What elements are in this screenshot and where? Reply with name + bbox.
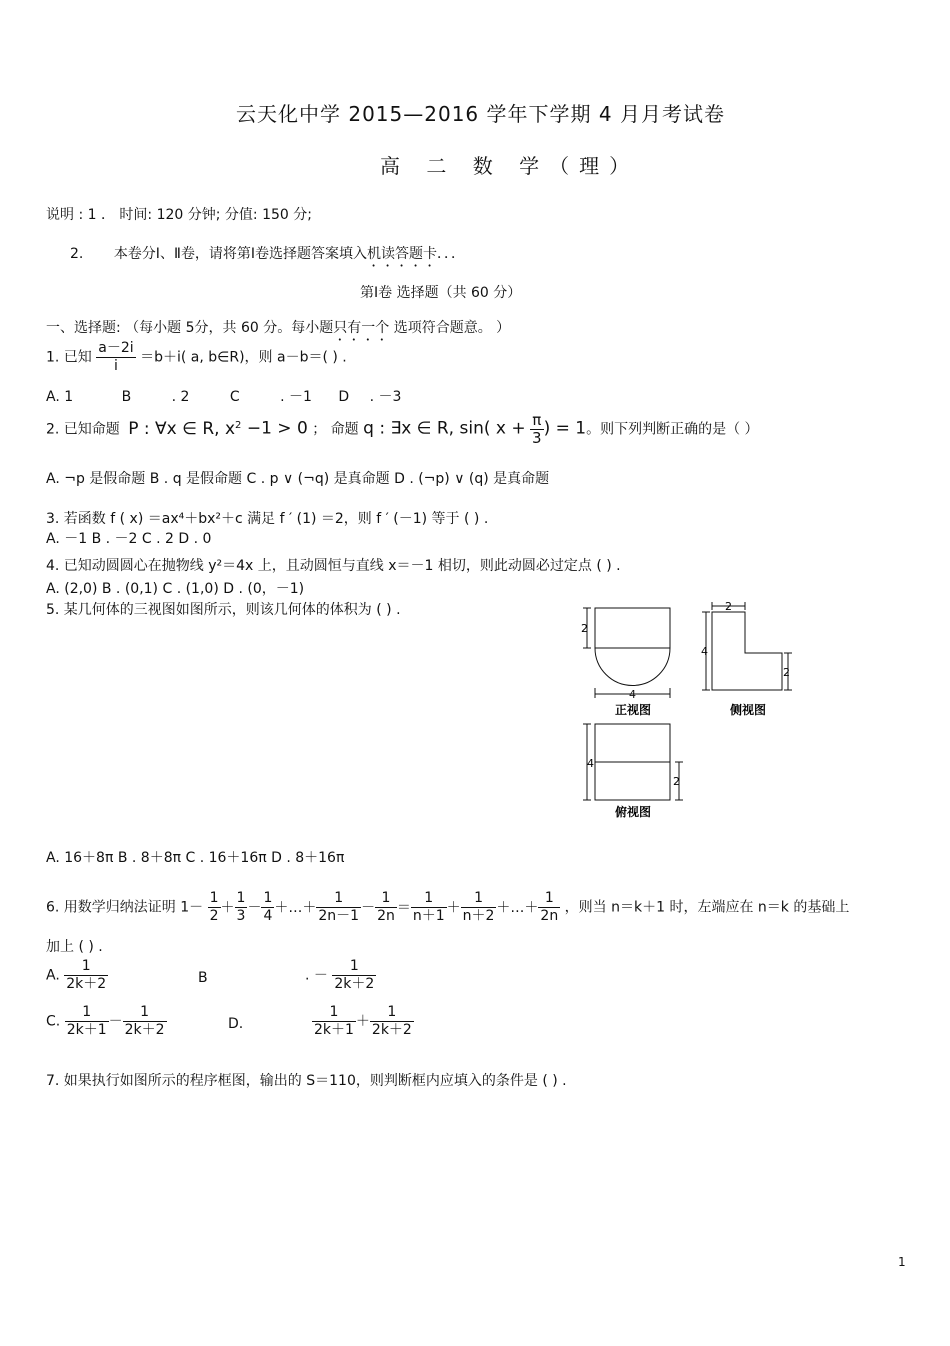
q4-options: A. (2,0) B . (0,1) C . (1,0) D . (0，－1) <box>46 581 305 597</box>
q6-opt-d-frac-2 <box>370 1004 414 1039</box>
q6-series <box>208 890 561 924</box>
q6-opt-d-num-1: 1 <box>312 1004 356 1022</box>
q6-term-denominator: 2n <box>540 908 559 924</box>
q6-opt-b-frac <box>332 958 376 993</box>
q6-term-numerator: 1 <box>461 890 497 908</box>
side-dim-height: 4 <box>701 645 708 658</box>
top-dim-step: 2 <box>673 775 680 788</box>
question-7: 7. 如果执行如图所示的程序框图，输出的 S＝110，则判断框内应填入的条件是 ( ) . <box>46 1073 567 1089</box>
q6-option-b <box>305 958 376 993</box>
q6-opt-d-den-2: 2k＋2 <box>371 1022 412 1038</box>
q6-suffix: ，则当 n＝k＋1 时，左端应在 n＝k 的基础上 <box>564 899 850 916</box>
note-line-1: 说明 : 1 ． 时间: 120 分钟; 分值: 150 分; <box>46 207 312 223</box>
question-5: 5. 某几何体的三视图如图所示，则该几何体的体积为 ( ) . <box>46 602 401 618</box>
q6-term-fraction <box>261 890 274 925</box>
top-view <box>583 724 683 800</box>
q6-opt-c-op: － <box>108 1013 123 1030</box>
q6-opt-c-frac-2 <box>123 1004 167 1039</box>
q2-prefix: 2. 已知命题 <box>46 421 120 438</box>
q1-option-b-value: . 2 <box>171 389 190 405</box>
top-dim-height: 4 <box>587 757 594 770</box>
q2-mid: ； 命题 <box>312 421 359 438</box>
q6-term-numerator: 1 <box>538 890 560 908</box>
q6-term-denominator: 4 <box>263 908 273 924</box>
q6-opt-c-label: C. <box>46 1013 61 1030</box>
exam-title: 云天化中学 2015—2016 学年下学期 4 月月考试卷 <box>236 102 725 126</box>
q1-option-d-value: . －3 <box>369 389 402 405</box>
q1-prefix: 1. 已知 <box>46 349 92 366</box>
q6-term-operator: － <box>361 899 376 916</box>
q6-term-fraction <box>538 890 560 925</box>
note-line-2-text: 本卷分Ⅰ、Ⅱ卷，请将第Ⅰ卷选择题答案填入 <box>113 246 367 262</box>
side-dim-width: 2 <box>725 600 732 613</box>
page-number: 1 <box>898 1255 906 1269</box>
q6-opt-a-num: 1 <box>64 958 108 976</box>
question-6 <box>46 890 849 925</box>
q6-opt-b-mid: . － <box>305 967 328 984</box>
q3-options: A. －1 B . －2 C . 2 D . 0 <box>46 531 212 547</box>
q6-term-numerator: 1 <box>236 890 246 906</box>
q6-opt-c-den-1: 2k＋1 <box>66 1022 107 1038</box>
note-line-2-dots: ．．． <box>436 246 465 262</box>
q6-term-fraction <box>375 890 397 925</box>
q5-options: A. 16＋8π B . 8＋8π C . 16＋16π D . 8＋16π <box>46 850 345 866</box>
q1-suffix: ＝b＋i( a, b∈R)，则 a－b＝( ) . <box>140 349 347 366</box>
top-view-label: 俯视图 <box>615 805 652 819</box>
q1-option-b-label: B <box>121 389 132 405</box>
q6-term-numerator: 1 <box>209 890 219 906</box>
q2-options: A. ¬p 是假命题 B . q 是假命题 C . p ∨ (¬q) 是真命题 D . (¬p) ∨ (q) 是真命题 <box>46 471 550 487</box>
side-view-label: 侧视图 <box>730 703 767 717</box>
q1-option-d-label: D <box>338 389 350 405</box>
section-intro-b: 选项符合题意。 ） <box>389 320 511 336</box>
front-view <box>583 608 670 698</box>
q6-opt-b-num: 1 <box>332 958 376 976</box>
q6-opt-c-frac-1 <box>65 1004 109 1039</box>
q2-frac-den: 3 <box>532 429 542 447</box>
q6-option-d <box>312 1004 414 1039</box>
question-4: 4. 已知动圆圆心在抛物线 y²＝4x 上，且动圆恒与直线 x＝－1 相切，则此动圆必过定点 ( ) . <box>46 558 621 574</box>
q6-term-numerator: 1 <box>375 890 397 908</box>
q6-term-operator: － <box>247 899 262 916</box>
q6-term-denominator: 2 <box>209 908 219 924</box>
q6-opt-a-frac <box>64 958 108 993</box>
q6-term-numerator: 1 <box>263 890 273 906</box>
note-line-2-emphasis: 机读答题卡 <box>366 246 437 262</box>
q6-opt-b-den: 2k＋2 <box>334 976 375 992</box>
q2-suffix: 。则下列判断正确的是（ ） <box>586 421 759 438</box>
q6-option-a <box>46 958 108 993</box>
q6-term-operator: ＝ <box>396 899 411 916</box>
q2-frac-num: π <box>530 412 544 430</box>
front-view-label: 正视图 <box>615 703 652 717</box>
q6-opt-a-label: A. <box>46 967 60 984</box>
q6-opt-d-frac-1 <box>312 1004 356 1039</box>
front-dim-width: 4 <box>629 688 636 701</box>
q6-term-operator: ＋ <box>446 899 461 916</box>
q6-opt-a-den: 2k＋2 <box>66 976 107 992</box>
q1-fraction <box>96 340 135 375</box>
q6-opt-d-den-1: 2k＋1 <box>314 1022 354 1038</box>
question-3: 3. 若函数 f ( x) ＝ax⁴＋bx²＋c 满足 f ′ (1) ＝2，则 f ′ (－1) 等于 ( ) . <box>46 511 489 527</box>
q6-term-denominator: n＋2 <box>462 908 495 924</box>
front-dim-height: 2 <box>581 622 588 635</box>
q6-term-numerator: 1 <box>316 890 361 908</box>
q6-prefix: 6. 用数学归纳法证明 1－ <box>46 899 204 916</box>
q6-term-operator: ＋…＋ <box>274 899 317 916</box>
q1-option-c-value: . －1 <box>280 389 312 405</box>
q2-p-statement: P : ∀x ∈ R, x <box>128 418 236 439</box>
q6-opt-c-num-2: 1 <box>123 1004 167 1022</box>
q2-fraction <box>530 412 544 447</box>
q6-term-fraction <box>411 890 447 925</box>
q2-p-tail: −1 > 0 <box>241 418 308 439</box>
q6-term-fraction <box>235 890 248 925</box>
question-2 <box>46 412 759 447</box>
q1-option-a: A. 1 <box>46 389 74 405</box>
q6-term-denominator: 2n <box>377 908 395 924</box>
q6-opt-d-label: D. <box>228 1016 244 1032</box>
q1-options <box>46 386 401 406</box>
section-intro-emphasis: 只有一个 <box>333 320 390 336</box>
q6-opt-c-num-1: 1 <box>65 1004 109 1022</box>
section-intro-a: 一、选择题: （每小题 5分，共 60 分。每小题 <box>46 320 334 336</box>
q1-option-c-label: C <box>229 389 240 405</box>
exam-subtitle: 高 二 数 学（理） <box>380 154 640 178</box>
q6-term-denominator: n＋1 <box>412 908 445 924</box>
q6-term-numerator: 1 <box>411 890 447 908</box>
q6-term-operator: ＋…＋ <box>496 899 539 916</box>
section-heading: 第Ⅰ卷 选择题（共 60 分） <box>360 285 522 301</box>
q1-frac-num: a－2i <box>98 340 134 356</box>
q1-frac-den: i <box>114 358 118 374</box>
q6-opt-d-op: ＋ <box>355 1013 370 1030</box>
q6-term-fraction <box>461 890 497 925</box>
q2-p-sup: 2 <box>235 419 242 431</box>
q6-opt-b-label: B <box>198 970 208 986</box>
q6-term-denominator: 2n－1 <box>318 908 360 924</box>
side-view <box>702 602 792 690</box>
q6-term-fraction <box>208 890 221 925</box>
note-line-2 <box>70 243 465 270</box>
question-1 <box>46 340 347 375</box>
q6-term-fraction <box>316 890 361 925</box>
q2-q-statement: q : ∃x ∈ R, sin( x + <box>363 418 526 439</box>
side-dim-step: 2 <box>783 666 790 679</box>
q2-q-tail: ) = 1 <box>543 418 587 439</box>
q6-opt-c-den-2: 2k＋2 <box>124 1022 165 1038</box>
q6-line-2: 加上 ( ) . <box>46 939 103 955</box>
q6-opt-d-num-2: 1 <box>370 1004 414 1022</box>
q6-option-c <box>46 1004 167 1039</box>
three-view-figure <box>575 598 805 826</box>
note-line-2-number: 2. <box>70 246 84 262</box>
q6-term-operator: ＋ <box>220 899 235 916</box>
q6-term-denominator: 3 <box>236 908 246 924</box>
